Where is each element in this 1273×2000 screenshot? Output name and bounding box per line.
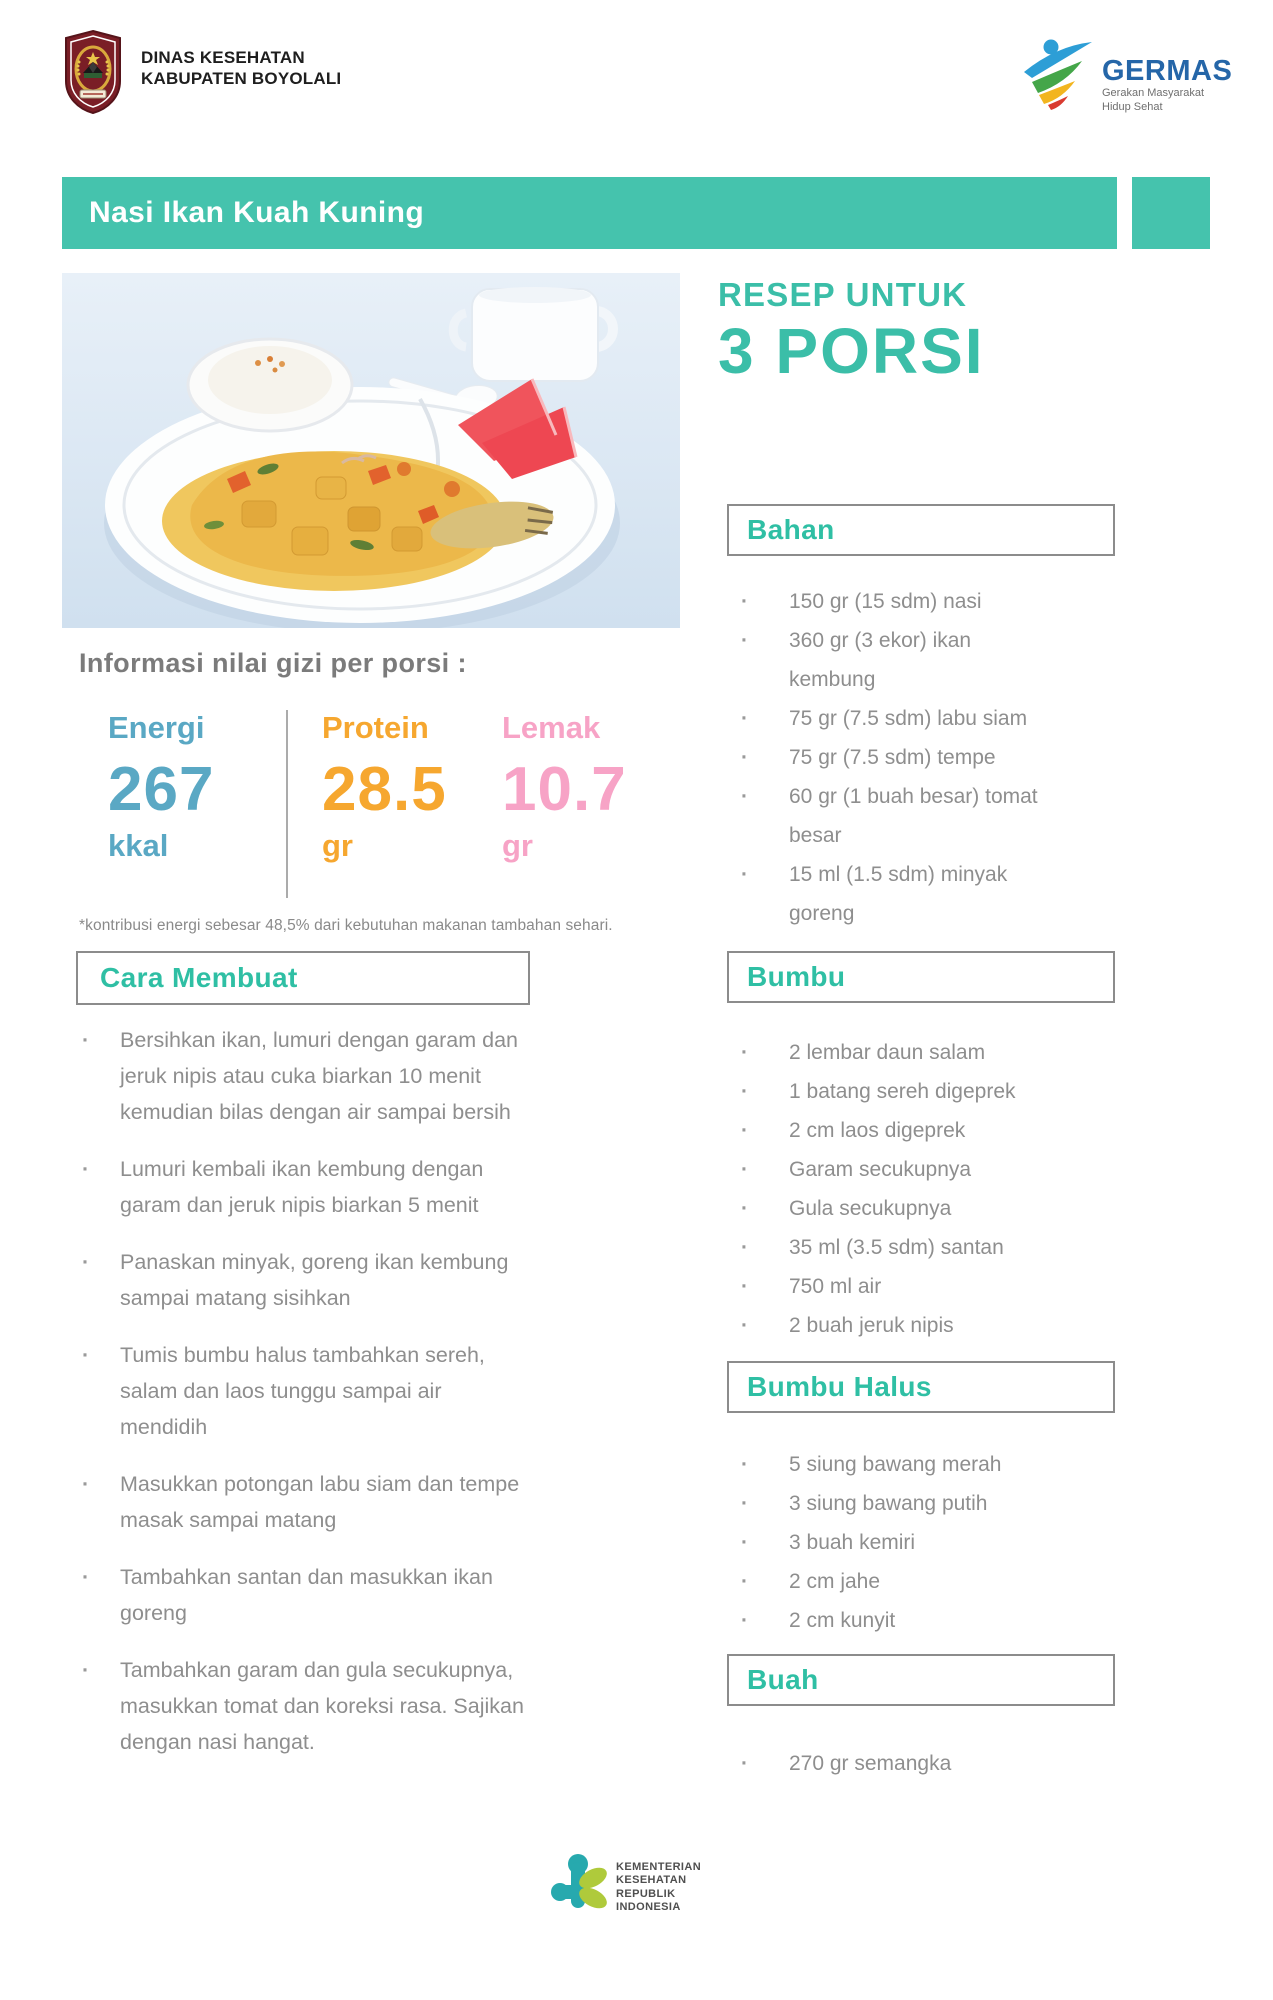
bumbu-halus-heading: Bumbu Halus <box>747 1371 932 1402</box>
section-bahan <box>727 504 1115 933</box>
ministry-line: REPUBLIK <box>616 1887 676 1900</box>
cara-membuat-heading: Cara Membuat <box>100 962 298 993</box>
step-item <box>76 1466 538 1538</box>
nutrition-unit: kkal <box>108 828 169 863</box>
step-text: · Bersihkan ikan, lumuri dengan garam dan jeruk nipis atau cuka biarkan 10 menit kemudian bilas dengan air sampai bersih <box>120 1028 518 1124</box>
step-text: · Tambahkan garam dan gula secukupnya, masukkan tomat dan koreksi rasa. Sajikan dengan nasi hangat. <box>120 1658 524 1754</box>
bumbu-halus-list <box>727 1445 1059 1640</box>
list-item <box>727 1150 1059 1189</box>
list-item-text: · 2 lembar daun salam <box>789 1041 986 1064</box>
list-item-text: · 3 siung bawang putih <box>789 1492 988 1515</box>
bumbu-halus-header-box <box>727 1361 1115 1413</box>
step-text: · Panaskan minyak, goreng ikan kembung sampai matang sisihkan <box>120 1250 509 1310</box>
bahan-header-box <box>727 504 1115 556</box>
boyolali-crest-icon <box>62 28 124 116</box>
buah-header-box <box>727 1654 1115 1706</box>
recipe-title: Nasi Ikan Kuah Kuning <box>89 196 425 229</box>
step-text: · Tumis bumbu halus tambahkan sereh, salam dan laos tunggu sampai air mendidih <box>120 1343 485 1439</box>
list-item-text: · 2 buah jeruk nipis <box>789 1314 954 1337</box>
germas-subtitle-line2: Hidup Sehat <box>1102 101 1163 113</box>
nutrition-item <box>502 710 627 898</box>
list-item-text: · 2 cm laos digeprek <box>789 1119 966 1142</box>
nutrition-item <box>288 710 502 898</box>
step-text: · Tambahkan santan dan masukkan ikan goreng <box>120 1565 493 1625</box>
bumbu-header-box <box>727 951 1115 1003</box>
germas-icon <box>1018 36 1098 112</box>
list-item <box>727 1445 1059 1484</box>
germas-title: GERMAS <box>1102 55 1233 87</box>
recipe-for-block <box>718 276 985 387</box>
step-item <box>76 1022 538 1130</box>
step-item <box>76 1244 538 1316</box>
list-item-text: · 270 gr semangka <box>789 1752 952 1775</box>
list-item <box>727 1306 1059 1345</box>
recipe-title-bar <box>62 177 1117 249</box>
bahan-heading: Bahan <box>747 514 835 545</box>
nutrition-value: 28.5 <box>322 755 447 824</box>
cara-membuat-steps <box>76 1022 538 1781</box>
ministry-line: KESEHATAN <box>616 1874 687 1887</box>
list-item-text: · 750 ml air <box>789 1275 882 1298</box>
list-item <box>727 777 1059 855</box>
agency-line1: DINAS KESEHATAN <box>141 48 305 67</box>
buah-list <box>727 1744 1059 1783</box>
nutrition-value: 267 <box>108 755 215 824</box>
cara-membuat-header-box <box>76 951 530 1005</box>
list-item-text: · Garam secukupnya <box>789 1158 972 1181</box>
list-item-text: · Gula secukupnya <box>789 1197 952 1220</box>
list-item <box>727 1484 1059 1523</box>
list-item <box>727 1523 1059 1562</box>
rice-illustration <box>188 339 352 431</box>
list-item <box>727 1189 1059 1228</box>
nutrition-label: Energi <box>108 710 205 745</box>
bumbu-list <box>727 1033 1059 1345</box>
cup-illustration <box>453 287 613 381</box>
list-item-text: · 75 gr (7.5 sdm) tempe <box>789 746 996 769</box>
step-item <box>76 1559 538 1631</box>
list-item-text: · 35 ml (3.5 sdm) santan <box>789 1236 1004 1259</box>
list-item-text: · 60 gr (1 buah besar) tomat besar <box>789 785 1038 847</box>
list-item <box>727 1033 1059 1072</box>
buah-heading: Buah <box>747 1664 819 1695</box>
section-buah <box>727 1654 1115 1783</box>
section-bumbu <box>727 951 1115 1345</box>
list-item-text: · 1 batang sereh digeprek <box>789 1080 1016 1103</box>
nutrition-value: 10.7 <box>502 755 627 824</box>
list-item-text: · 360 gr (3 ekor) ikan kembung <box>789 629 972 691</box>
list-item-text: · 5 siung bawang merah <box>789 1453 1002 1476</box>
nutrition-heading: Informasi nilai gizi per porsi : <box>79 648 467 678</box>
list-item <box>727 1228 1059 1267</box>
agency-name <box>141 47 341 89</box>
kemenkes-icon <box>548 1848 608 1928</box>
list-item-text: · 75 gr (7.5 sdm) labu siam <box>789 707 1028 730</box>
bahan-list <box>727 582 1059 933</box>
ministry-line: INDONESIA <box>616 1901 681 1914</box>
list-item <box>727 1267 1059 1306</box>
list-item-text: · 15 ml (1.5 sdm) minyak goreng <box>789 863 1008 925</box>
step-item <box>76 1151 538 1223</box>
portion-label: 3 PORSI <box>718 315 985 387</box>
title-accent-square <box>1132 177 1210 249</box>
list-item-text: · 2 cm kunyit <box>789 1609 896 1632</box>
germas-subtitle-line1: Gerakan Masyarakat <box>1102 87 1205 99</box>
list-item <box>727 738 1059 777</box>
nutrition-unit: gr <box>322 828 353 863</box>
nutrition-label: Lemak <box>502 710 601 745</box>
step-text: · Lumuri kembali ikan kembung dengan garam dan jeruk nipis biarkan 5 menit <box>120 1157 484 1217</box>
germas-text <box>1102 56 1232 114</box>
list-item-text: · 2 cm jahe <box>789 1570 881 1593</box>
list-item <box>727 1744 1059 1783</box>
list-item <box>727 1111 1059 1150</box>
list-item-text: · 150 gr (15 sdm) nasi <box>789 590 982 613</box>
list-item-text: · 3 buah kemiri <box>789 1531 916 1554</box>
ministry-line: KEMENTERIAN <box>616 1861 702 1873</box>
recipe-photo <box>62 273 680 628</box>
nutrition-row <box>62 710 684 898</box>
resep-untuk-label: RESEP UNTUK <box>718 276 968 313</box>
step-text: · Masukkan potongan labu siam dan tempe masak sampai matang <box>120 1472 520 1532</box>
nutrition-footnote: *kontribusi energi sebesar 48,5% dari kebutuhan makanan tambahan sehari. <box>79 917 613 934</box>
step-item <box>76 1337 538 1445</box>
section-bumbu-halus <box>727 1361 1115 1640</box>
list-item <box>727 855 1059 933</box>
list-item <box>727 1601 1059 1640</box>
bumbu-heading: Bumbu <box>747 961 846 992</box>
list-item <box>727 621 1059 699</box>
nutrition-label: Protein <box>322 710 429 745</box>
list-item <box>727 1072 1059 1111</box>
list-item <box>727 1562 1059 1601</box>
germas-logo <box>1018 36 1232 114</box>
agency-line2: KABUPATEN BOYOLALI <box>141 69 342 88</box>
list-item <box>727 699 1059 738</box>
step-item <box>76 1652 538 1760</box>
ministry-name <box>616 1861 701 1915</box>
nutrition-unit: gr <box>502 828 533 863</box>
nutrition-item <box>62 710 288 898</box>
list-item <box>727 582 1059 621</box>
